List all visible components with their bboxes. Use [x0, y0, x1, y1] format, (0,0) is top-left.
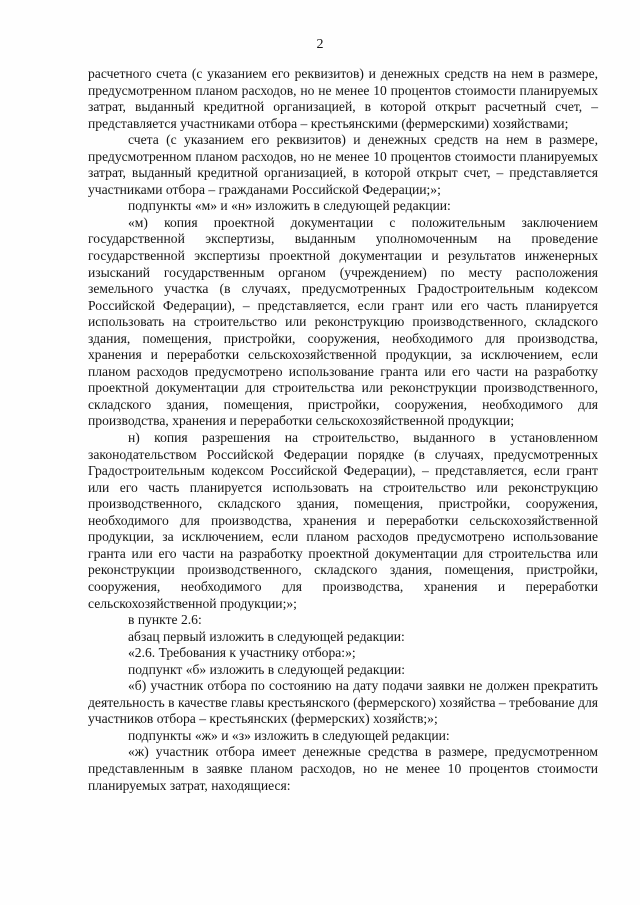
paragraph-subitems-m-n-intro: подпункты «м» и «н» изложить в следующей редакции: — [128, 198, 451, 214]
page-number: 2 — [316, 37, 324, 52]
paragraph-account-statement-citizens: счета (с указанием его реквизитов) и денежных средств на нем в размере, предусмотренном планом расходов, но не менее 10 процентов стоимости планируемых затрат, выданный кредитной организацией, в которой открыт счет, – представляется участниками отбора – гражданами Российской Федерации;»; — [88, 132, 598, 197]
paragraph-item-2-6-intro: в пункте 2.6: — [128, 612, 202, 628]
paragraph-subitems-zh-z-intro: подпункты «ж» и «з» изложить в следующей редакции: — [128, 727, 450, 743]
paragraph-subitem-zh: «ж) участник отбора имеет денежные средства в размере, предусмотренном представленным в заявке планом расходов, но не менее 10 процентов стоимости планируемых затрат, находящиеся: — [88, 744, 598, 793]
paragraph-first-paragraph-intro: абзац первый изложить в следующей редакции: — [128, 628, 405, 644]
document-body — [88, 66, 598, 794]
paragraph-subitem-b: «б) участник отбора по состоянию на дату подачи заявки не должен прекратить деятельность в качестве главы крестьянского (фермерского) хозяйства – требование для участников отбора – крестьянских (фермерских) хозяйств;»; — [88, 678, 598, 727]
paragraph-item-2-6-title: «2.6. Требования к участнику отбора:»; — [128, 645, 356, 661]
paragraph-subitem-m: «м) копия проектной документации с положительным заключением государственной экспертизы, выданным уполномоченным на проведение государственной экспертизы проектной документации и результатов инженерных изысканий государственным органом (учреждением) по месту расположения земельного участка (в случаях, предусмотренных Градостроительным кодексом Российской Федерации), – представляется, если грант или его часть планируется использовать на строительство или реконструкцию производственного, складского здания, помещения, пристройки, сооружения, необходимого для производства, хранения и переработки сельскохозяйственной продукции, за исключением, если планом расходов предусмотрено использование гранта или его части на разработку проектной документации для строительства или реконструкции производственного, складского здания, помещения, пристройки, сооружения, необходимого для производства, хранения и переработки сельскохозяйственной продукции; — [88, 214, 598, 429]
paragraph-account-statement-continuation: расчетного счета (с указанием его реквизитов) и денежных средств на нем в размере, предусмотренном планом расходов, но не менее 10 процентов стоимости планируемых затрат, выданный кредитной организацией, в которой открыт расчетный счет, – представляется участниками отбора – крестьянскими (фермерскими) хозяйствами; — [88, 66, 598, 131]
paragraph-subitem-n: н) копия разрешения на строительство, выданного в установленном законодательством Российской Федерации порядке (в случаях, предусмотренных Градостроительным кодексом Российской Федерации), – представляется, если грант или его часть планируется использовать на строительство или реконструкцию производственного, складского здания, помещения, пристройки, сооружения, необходимого для производства, хранения и переработки сельскохозяйственной продукции, за исключением, если планом расходов предусмотрено использование гранта или его части на разработку проектной документации для строительства или реконструкции производственного, складского здания, помещения, пристройки, сооружения, необходимого для производства, хранения и переработки сельскохозяйственной продукции;»; — [88, 430, 598, 611]
paragraph-subitem-b-intro: подпункт «б» изложить в следующей редакции: — [128, 661, 406, 677]
